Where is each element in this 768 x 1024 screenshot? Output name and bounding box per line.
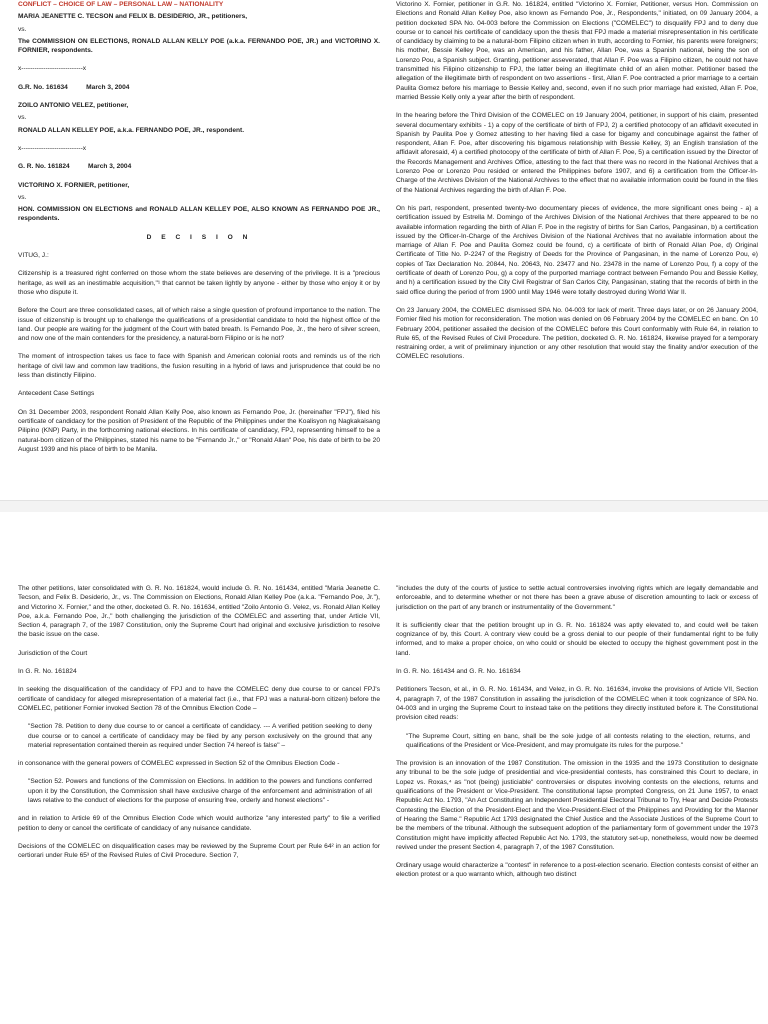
- petitioner-2: ZOILO ANTONIO VELEZ, petitioner,: [18, 102, 129, 110]
- paragraph: On 31 December 2003, respondent Ronald Allan Kelly Poe, also known as Fernando Poe, Jr. (hereinafter "FPJ"), filed his certificate of candidacy for the position of President of the Republic of the Philippines under the Koalisyon ng Nagkakaisang Pilipino (KNP) Party, in the forthcoming national elections. In his certificate of candidacy, FPJ, representing himself to be a natural-born citizen of the Philippines, stated his name to be "Fernando Jr.," or "Ronald Allan" Poe, his date of birth to be 20 August 1939 and his place of birth to be Manila.: [18, 408, 380, 453]
- paragraph: Petitioners Tecson, et al., in G. R. No. 161434, and Velez, in G. R. No. 161634, invoke the provisions of Article VII, Section 4, paragraph 7, of the 1987 Constitution in assailing the jurisdiction of the COMELEC when it took cognizance of SPA No. 04-003 and in urging the Supreme Court to instead take on the petitions they directly instituted before it. The Constitutional provision cited reads:: [396, 686, 758, 722]
- decision-heading: D E C I S I O N: [146, 233, 252, 241]
- respondent-2: RONALD ALLAN KELLEY POE, a.k.a. FERNANDO POE, JR., respondent.: [18, 126, 245, 134]
- section-heading: Jurisdiction of the Court: [18, 649, 88, 657]
- paragraph: Victorino X. Fornier, petitioner in G.R. No. 161824, entitled "Victorino X. Fornier, Petitioner, versus Hon. Commission on Elections and Ronald Allan Kelley Poe, also known as Fernando Poe, Jr., Respondents," initiated, on 09 January 2004, a petition docketed SPA No. 04-003 before the Commission on Elections ("COMELEC") to disqualify FPJ and to deny due course or to cancel his certificate of candidacy upon the thesis that FPJ made a material misrepresentation in his certificate of candidacy by claiming to be a natural-born Filipino citizen when in truth, according to Fornier, his parents were foreigners; his mother, Bessie Kelley Poe, was an American, and his father, Allan Poe, was a Spanish national, being the son of Lorenzo Pou, a Spanish subject. Granting, petitioner asseverated, that Allan F. Poe was a Filipino citizen, he could not have transmitted his Filipino citizenship to FPJ, the latter being an illegitimate child of an alien mother. Petitioner based the allegation of the illegitimate birth of respondent on two assertions - first, Allan F. Poe contracted a prior marriage to a certain Paulita Gomez before his marriage to Bessie Kelley and, second, even if no such prior marriage had existed, Allan F. Poe, married Bessie Kelly only a year after the birth of respondent.: [396, 1, 758, 101]
- versus-3: vs.: [18, 193, 27, 201]
- block-quote: "Section 78. Petition to deny due course to or cancel a certificate of candidacy. --- A verified petition seeking to deny due course or to cancel a certificate of candidacy may be filed by any person exclusively on the ground that any material representation contained therein as required under Section 74 hereof is false" –: [28, 723, 372, 749]
- block-quote: "Section 52. Powers and functions of the Commission on Elections. In addition to the powers and functions conferred upon it by the Constitution, the Commission shall have exclusive charge of the enforcement and administration of all laws relative to the conduct of elections for the purpose of ensuring free, orderly and honest elections" -: [28, 778, 372, 805]
- paragraph: In the hearing before the Third Division of the COMELEC on 19 January 2004, petitioner, in support of his claim, presented several documentary exhibits - 1) a copy of the certificate of birth of FPJ, 2) a certified photocopy of an affidavit executed in Spanish by Paulita Poe y Gomez attesting to her having filed a case for bigamy and concubinage against the father of respondent, Allan F. Poe, after discovering his bigamous relationship with Bessie Kelley, 3) an English translation of the affidavit aforesaid, 4) a certified photocopy of the certificate of birth of Allan F. Poe, 5) a certification issued by the Director of the Records Management and Archives Office, attesting to the fact that there was no record in the National Archives that a Lorenzo Poe or Lorenzo Pou resided or entered the Philippines before 1907, and 6) a certification from the Officer-In-Charge of the Archives Division of the National Archives to the effect that no available information could be found in the files of the National Archives regarding the birth of Allan F. Poe.: [396, 112, 758, 194]
- page-bottom-right: [396, 584, 758, 1024]
- paragraph: It is sufficiently clear that the petition brought up in G. R. No. 161824 was aptly elevated to, and could well be taken cognizance of by, this Court. A contrary view could be a gross denial to our people of their fundamental right to be fully informed, and to make a proper choice, on who could or should be elected to occupy the highest government post in the land.: [396, 621, 758, 657]
- respondents-1: The COMMISSION ON ELECTIONS, RONALD ALLAN KELLY POE (a.k.a. FERNANDO POE, JR.) and VICTORINO X. FORNIER, respondents.: [18, 37, 380, 55]
- paragraph: In seeking the disqualification of the candidacy of FPJ and to have the COMELEC deny due course to or cancel FPJ's certificate of candidacy for alleged misrepresentation of a material fact (i.e., that FPJ was a natural-born citizen) before the COMELEC, petitioner Fornier invoked Section 78 of the Omnibus Election Code –: [18, 686, 380, 712]
- separator-2: x----------------------------x: [18, 144, 87, 152]
- page-top-right: [396, 0, 758, 500]
- separator-1: x----------------------------x: [18, 65, 87, 73]
- petitioner-3: VICTORINO X. FORNIER, petitioner,: [18, 181, 130, 189]
- versus-2: vs.: [18, 114, 27, 122]
- petitioners-1: MARIA JEANETTE C. TECSON and FELIX B. DESIDERIO, JR., petitioners,: [18, 13, 248, 21]
- section-heading: In G. R. No. 161434 and G. R. No. 161634: [396, 668, 521, 676]
- page-top-left: [18, 0, 380, 500]
- paragraph: Citizenship is a treasured right conferred on those whom the state believes are deserving of the privilege. It is a "precious heritage, as well as an inestimable acquisition,"¹ that cannot be taken lightly by anyone - either by those who enjoy it or by those who dispute it.: [18, 270, 380, 296]
- section-heading: Antecedent Case Settings: [18, 390, 95, 398]
- page-bottom-left: [18, 584, 380, 1024]
- section-heading: In G. R. No. 161824: [18, 668, 77, 676]
- case-title: CONFLICT – CHOICE OF LAW – PERSONAL LAW – NATIONALITY: [18, 1, 224, 8]
- paragraph: On his part, respondent, presented twenty-two documentary pieces of evidence, the more significant ones being - a) a certification issued by Estrella M. Domingo of the Archives Division of the National Archives that there appeared to be no available information regarding the birth of Allan F. Poe in the registry of births for San Carlos, Pangasinan, b) a certification issued by the Officer-In-Charge of the Archives Division of the National Archives that no available information about the marriage of Allan F. Poe and Paulita Gomez could be found, c) a certificate of birth of Ronald Allan Poe, d) Original Certificate of Title No. P-2247 of the Registry of Deeds for the Province of Pangasinan, in the name of Lorenzo Pou, e) copies of Tax Declaration No. 20844, No. 20643, No. 23477 and No. 23478 in the name of Lorenzo Pou, f) a copy of the certificate of death of Lorenzo Pou, g) a copy of the purported marriage contract between Fernando Pou and Bessie Kelley, and h) a certification issued by the City Civil Registrar of San Carlos City, Pangasinan, stating that the records of birth in the said office during the period of from 1900 until May 1946 were totally destroyed during World War II.: [396, 204, 758, 296]
- respondents-3: HON. COMMISSION ON ELECTIONS and RONALD ALLAN KELLEY POE, ALSO KNOWN AS FERNANDO POE JR., respondents.: [18, 206, 380, 223]
- gr-number-1: G.R. No. 161634 March 3, 2004: [18, 83, 130, 91]
- paragraph: The other petitions, later consolidated with G. R. No. 161824, would include G. R. No. 161434, entitled "Maria Jeanette C. Tecson, and Felix B. Desiderio, Jr., vs. The Commission on Elections, Ronald Allan Kelley Poe (a.k.a. "Fernando Poe, Jr."), and Victorino X. Fornier," and the other, docketed G. R. No. 161634, entitled "Zoilo Antonio G. Velez, vs. Ronald Allan Kelley Poe, a.k.a. Fernando Poe, Jr.," both challenging the jurisdiction of the COMELEC and asserting that, under Article VII, Section 4, paragraph 7, of the 1987 Constitution, only the Supreme Court had original and exclusive jurisdiction to resolve the basic issue on the case.: [18, 585, 380, 639]
- paragraph: in consonance with the general powers of COMELEC expressed in Section 52 of the Omnibus Election Code -: [18, 760, 340, 768]
- paragraph: Ordinary usage would characterize a "contest" in reference to a post-election scenario. Election contests consist of either an election protest or a quo warranto which, although two distinct: [396, 862, 758, 879]
- paragraph: and in relation to Article 69 of the Omnibus Election Code which would authorize "any interested party" to file a verified petition to deny or cancel the certificate of candidacy of any nuisance candidate.: [18, 815, 380, 832]
- versus-1: vs.: [18, 25, 27, 33]
- paragraph: On 23 January 2004, the COMELEC dismissed SPA No. 04-003 for lack of merit. Three days later, or on 26 January 2004, Fornier filed his motion for reconsideration. The motion was denied on 06 February 2004 by the COMELEC en banc. On 10 February 2004, petitioner assailed the decision of the COMELEC before this Court conformably with Rule 64, in relation to Rule 65, of the Revised Rules of Civil Procedure. The petition, docketed G. R. No. 161824, likewise prayed for a temporary restraining order, a writ of preliminary injunction or any other resolution that would stay the finality and/or execution of the COMELEC resolutions.: [396, 306, 758, 361]
- paragraph: Before the Court are three consolidated cases, all of which raise a single question of profound importance to the nation. The issue of citizenship is brought up to challenge the qualifications of a presidential candidate to hold the highest office of the land. Our people are waiting for the judgment of the Court with bated breath. Is Fernando Poe, Jr., the hero of silver screen, and now one of the main contenders for the presidency, a natural-born Filipino or is he not?: [18, 307, 380, 343]
- paragraph: Decisions of the COMELEC on disqualification cases may be reviewed by the Supreme Court per Rule 64² in an action for certiorari under Rule 65³ of the Revised Rules of Civil Procedure. Section 7,: [18, 842, 380, 860]
- ponente: VITUG, J.:: [18, 252, 49, 260]
- paragraph: "includes the duty of the courts of justice to settle actual controversies involving rights which are legally demandable and enforceable, and to determine whether or not there has been a grave abuse of discretion amounting to lack or excess of jurisdiction on the part of any branch or instrumentality of the Government.": [396, 585, 758, 611]
- document-spread-bottom: [0, 512, 768, 1024]
- block-quote: "The Supreme Court, sitting en banc, shall be the sole judge of all contests relating to the election, returns, and qualifications of the President or Vice-President, and may promulgate its rules for the purpose.": [406, 732, 750, 749]
- paragraph: The moment of introspection takes us face to face with Spanish and American colonial roots and reminds us of the rich heritage of civil law and common law traditions, the fusion resulting in a hybrid of laws and jurisprudence that could be no less than distinctly Filipino.: [18, 353, 380, 380]
- paragraph: The provision is an innovation of the 1987 Constitution. The omission in the 1935 and the 1973 Constitution to designate any tribunal to be the sole judge of presidential and vice-presidential contests, has constrained this Court to declare, in Lopez vs. Roxas,⁴ as "not (being) justiciable" controversies or disputes involving contests on the elections, returns and qualifications of the President or Vice-President. The constitutional lapse prompted Congress, on 21 June 1957, to enact Republic Act No. 1793, "An Act Constituting an Independent Presidential Electoral Tribunal to Try, Hear and Decide Protests Contesting the Election of the President-Elect and the Vice-President-Elect of the Philippines and Providing for the Manner of Hearing the Same." Republic Act 1793 designated the Chief Justice and the Associate Justices of the Supreme Court to be the members of the tribunal. Although the subsequent adoption of the parliamentary form of government under the 1973 Constitution might have implicitly affected Republic Act No. 1793, the statutory set-up, nonetheless, would now be deemed revived under the present Section 4, paragraph 7, of the 1987 Constitution.: [396, 760, 758, 851]
- gr-number-2: G. R. No. 161824 March 3, 2004: [18, 163, 132, 171]
